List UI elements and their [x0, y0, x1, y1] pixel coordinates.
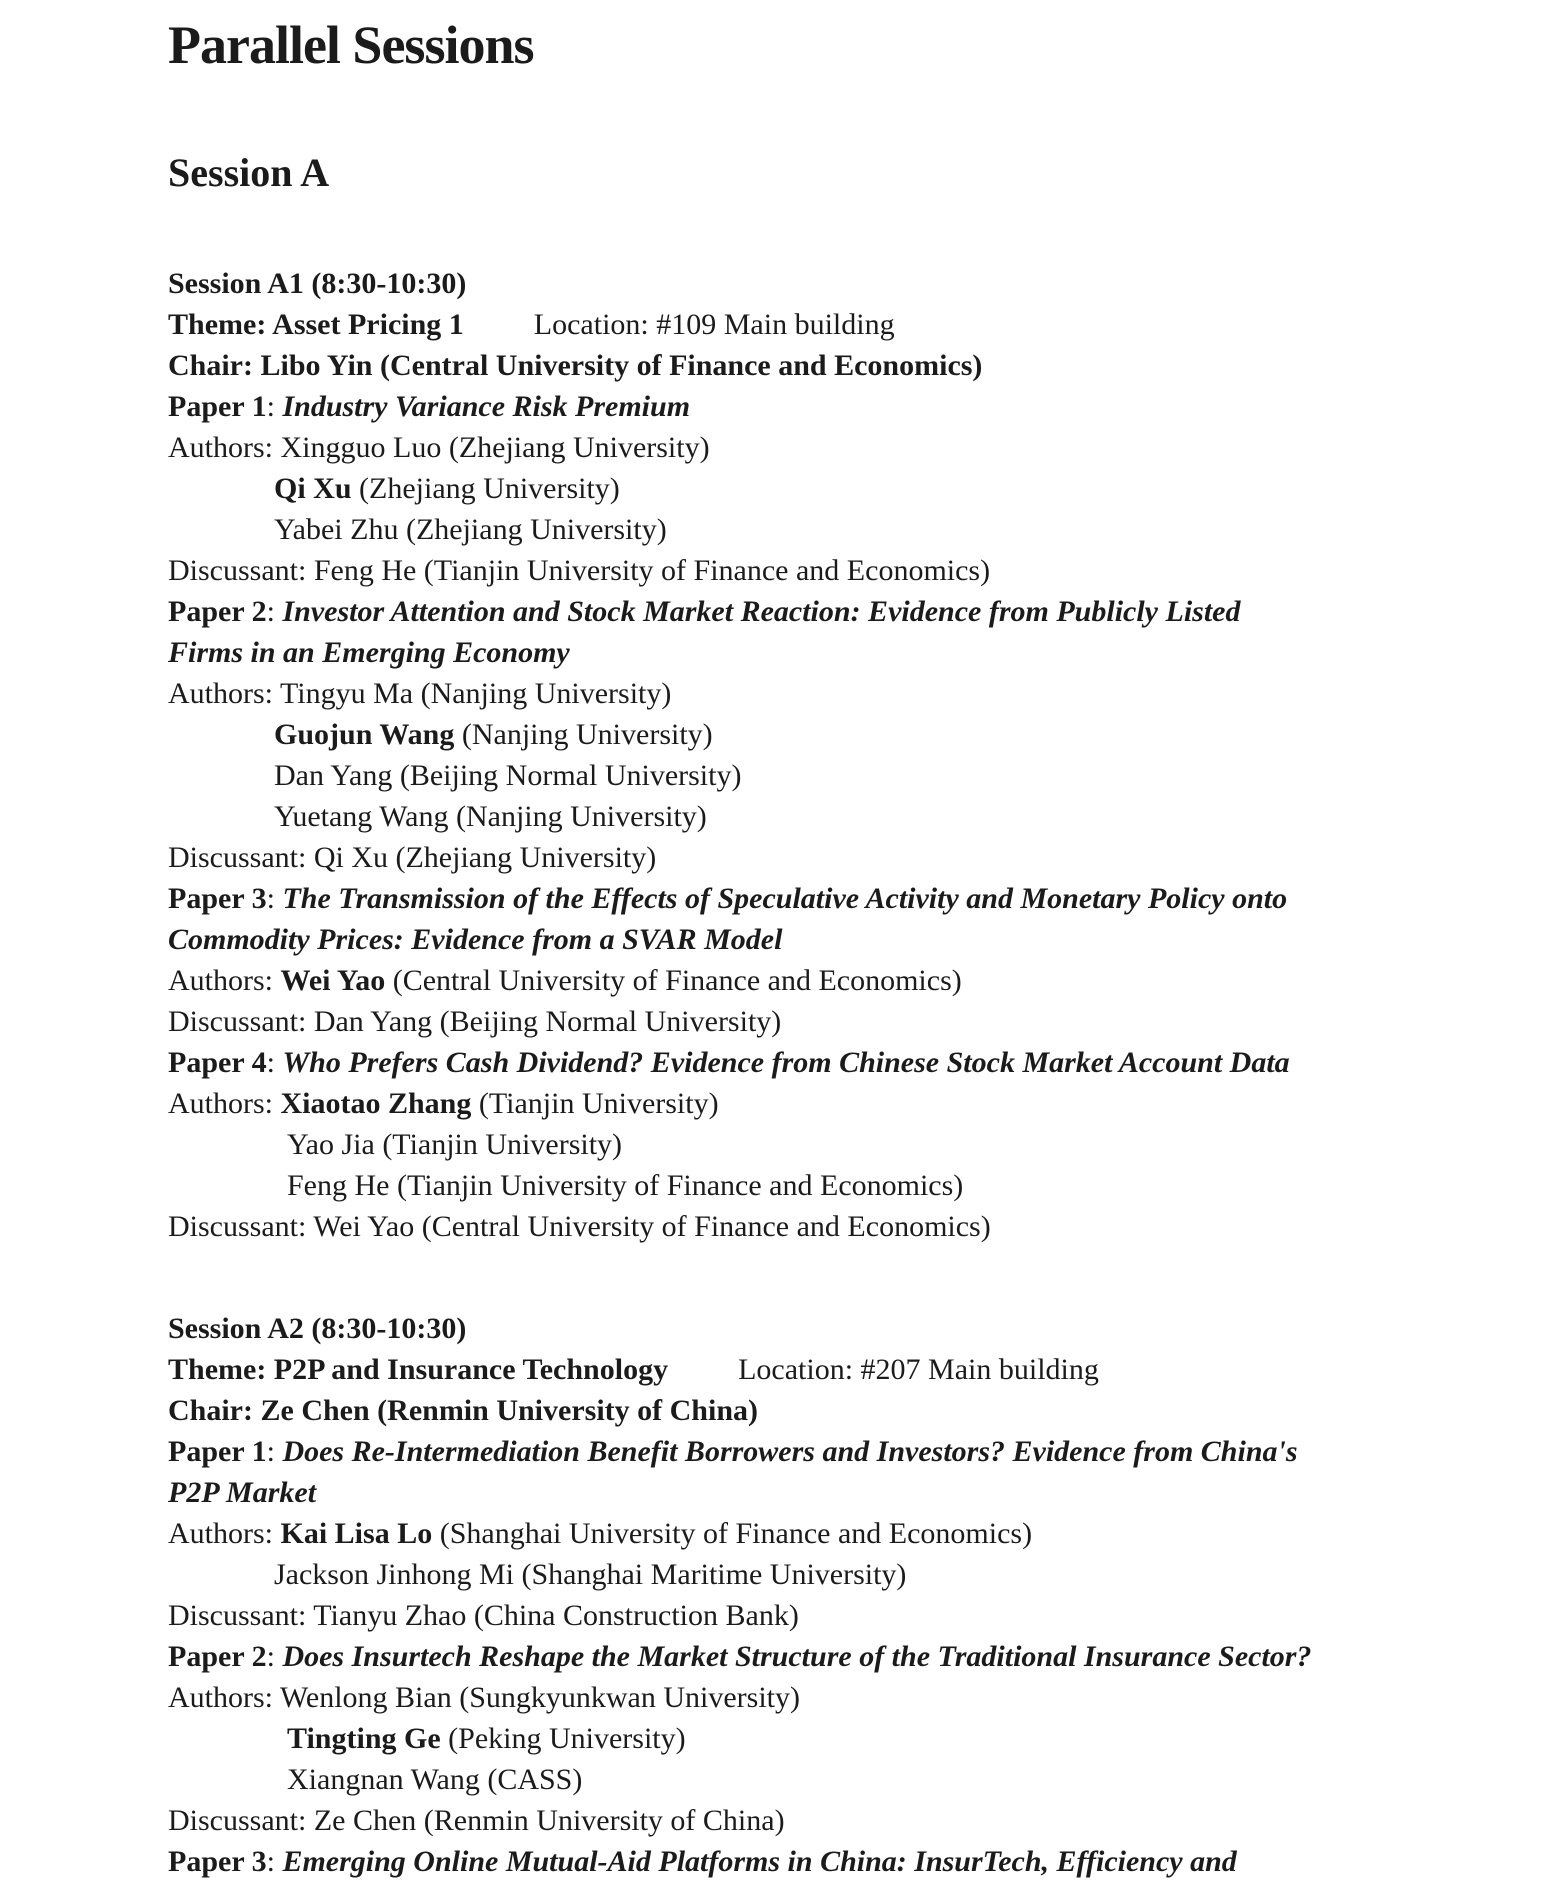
author-line: [168, 509, 1467, 550]
author-name: Jackson Jinhong Mi: [274, 1558, 514, 1591]
section-heading: Session A: [168, 150, 330, 195]
theme-label: Theme: P2P and Insurance Technology: [168, 1353, 669, 1386]
authors-label: Authors:: [168, 677, 280, 710]
session-block-a1: [168, 263, 1467, 1247]
author-name: Yuetang Wang: [274, 800, 449, 833]
author-affiliation: (Tianjin University): [471, 1087, 719, 1120]
author-line: [168, 1165, 1467, 1206]
paper-title: Industry Variance Risk Premium: [282, 390, 691, 423]
author-affiliation: (Nanjing University): [413, 677, 672, 710]
discussant-line: Discussant: Tianyu Zhao (China Construction Bank): [168, 1599, 799, 1632]
author-affiliation: (Tianjin University of Finance and Economics): [389, 1169, 964, 1202]
authors-label: Authors:: [168, 431, 281, 464]
author-name: Xiangnan Wang: [287, 1763, 480, 1796]
author-name: Yao Jia: [287, 1128, 375, 1161]
section-spacer: [168, 1247, 1467, 1308]
discussant-line: Discussant: Wei Yao (Central University of Finance and Economics): [168, 1210, 991, 1243]
paper-separator: :: [266, 1845, 283, 1878]
author-line: [168, 1718, 1467, 1759]
paper-label: Paper 4: [168, 1046, 267, 1079]
authors-line: [168, 960, 1467, 1001]
paper-title-line: [168, 591, 1467, 632]
author-name: Wei Yao: [280, 964, 386, 997]
author-affiliation: (Zhejiang University): [441, 431, 710, 464]
author-affiliation: (Beijing Normal University): [392, 759, 742, 792]
authors-label: Authors:: [168, 1681, 280, 1714]
paper-title: Investor Attention and Stock Market Reaction: Evidence from Publicly Listed: [282, 595, 1241, 628]
author-name: Wenlong Bian: [279, 1681, 452, 1714]
paper-title-continuation: Firms in an Emerging Economy: [168, 636, 570, 669]
author-affiliation: (Nanjing University): [454, 718, 713, 751]
paper-label: Paper 1: [168, 390, 267, 423]
author-line: [168, 1554, 1467, 1595]
author-name: Yabei Zhu: [274, 513, 399, 546]
paper-title-continuation: Commodity Prices: Evidence from a SVAR Model: [168, 923, 783, 956]
paper-separator: :: [266, 1640, 283, 1673]
authors-line: [168, 427, 1467, 468]
authors-line: [168, 1677, 1467, 1718]
author-name: Tingting Ge: [287, 1722, 441, 1755]
author-affiliation: (Zhejiang University): [398, 513, 667, 546]
author-line: [168, 468, 1467, 509]
discussant-line: Discussant: Qi Xu (Zhejiang University): [168, 841, 657, 874]
author-name: Dan Yang: [274, 759, 393, 792]
authors-label: Authors:: [168, 964, 281, 997]
paper-separator: :: [266, 390, 283, 423]
author-affiliation: (Central University of Finance and Economics): [385, 964, 962, 997]
paper-title-line: [168, 1841, 1467, 1882]
paper-title-line: [168, 1042, 1467, 1083]
session-header: Session A2 (8:30-10:30): [168, 1312, 467, 1345]
author-affiliation: (Zhejiang University): [351, 472, 620, 505]
author-name: Guojun Wang: [274, 718, 455, 751]
paper-title: Does Insurtech Reshape the Market Structure of the Traditional Insurance Sector?: [282, 1640, 1312, 1673]
author-affiliation: (Shanghai Maritime University): [514, 1558, 907, 1591]
location-label: Location: #109 Main building: [533, 308, 895, 341]
paper-label: Paper 2: [168, 1640, 267, 1673]
session-block-a2: [168, 1308, 1467, 1882]
author-affiliation: (CASS): [479, 1763, 583, 1796]
theme-line: [168, 1349, 1467, 1390]
paper-separator: :: [266, 882, 283, 915]
page-title: Parallel Sessions: [168, 15, 534, 75]
discussant-line: Discussant: Ze Chen (Renmin University of China): [168, 1804, 785, 1837]
author-line: [168, 755, 1467, 796]
theme-label: Theme: Asset Pricing 1: [168, 308, 464, 341]
location-label: Location: #207 Main building: [738, 1353, 1099, 1386]
author-name: Qi Xu: [274, 472, 352, 505]
paper-label: Paper 3: [168, 1845, 267, 1878]
author-name: Xiaotao Zhang: [280, 1087, 472, 1120]
paper-title-continuation: P2P Market: [168, 1476, 317, 1509]
paper-separator: :: [266, 1046, 283, 1079]
author-line: [168, 1759, 1467, 1800]
paper-label: Paper 1: [168, 1435, 267, 1468]
authors-line: [168, 673, 1467, 714]
author-affiliation: (Nanjing University): [448, 800, 707, 833]
author-name: Tingyu Ma: [279, 677, 414, 710]
paper-title-line: [168, 878, 1467, 919]
discussant-line: Discussant: Dan Yang (Beijing Normal University): [168, 1005, 782, 1038]
paper-title: The Transmission of the Effects of Speculative Activity and Monetary Policy onto: [282, 882, 1288, 915]
paper-title: Does Re-Intermediation Benefit Borrowers and Investors? Evidence from China's: [282, 1435, 1298, 1468]
author-name: Xingguo Luo: [280, 431, 442, 464]
paper-title-line: [168, 386, 1467, 427]
author-affiliation: (Tianjin University): [374, 1128, 623, 1161]
author-name: Feng He: [287, 1169, 390, 1202]
authors-line: [168, 1083, 1467, 1124]
paper-label: Paper 3: [168, 882, 267, 915]
discussant-line: Discussant: Feng He (Tianjin University of Finance and Economics): [168, 554, 991, 587]
authors-label: Authors:: [168, 1517, 281, 1550]
authors-line: [168, 1513, 1467, 1554]
paper-separator: :: [266, 1435, 283, 1468]
authors-label: Authors:: [168, 1087, 281, 1120]
chair-line: Chair: Libo Yin (Central University of Finance and Economics): [168, 349, 983, 382]
paper-separator: :: [266, 595, 283, 628]
session-header: Session A1 (8:30-10:30): [168, 267, 467, 300]
paper-title: Who Prefers Cash Dividend? Evidence from Chinese Stock Market Account Data: [282, 1046, 1290, 1079]
paper-title-line: [168, 1636, 1467, 1677]
author-affiliation: (Sungkyunkwan University): [451, 1681, 800, 1714]
author-affiliation: (Peking University): [440, 1722, 686, 1755]
paper-title-line: [168, 1431, 1467, 1472]
author-line: [168, 796, 1467, 837]
author-line: [168, 714, 1467, 755]
author-affiliation: (Shanghai University of Finance and Economics): [432, 1517, 1033, 1550]
theme-line: [168, 304, 1467, 345]
paper-title: Emerging Online Mutual-Aid Platforms in China: InsurTech, Efficiency and: [282, 1845, 1237, 1878]
author-name: Kai Lisa Lo: [280, 1517, 433, 1550]
author-line: [168, 1124, 1467, 1165]
paper-label: Paper 2: [168, 595, 267, 628]
chair-line: Chair: Ze Chen (Renmin University of China): [168, 1394, 758, 1427]
